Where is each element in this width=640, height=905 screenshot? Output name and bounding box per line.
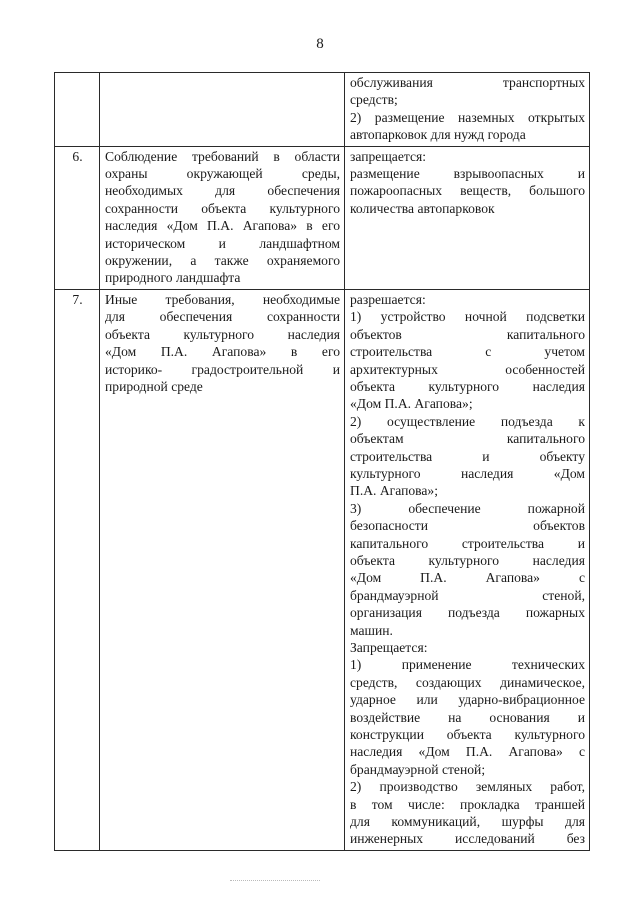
cell-text-line: средств, создающих динамическое, [350, 674, 585, 690]
cell-text-line: 2) размещение наземных открытых [350, 109, 585, 125]
cell-text-line: для обеспечения сохранности [105, 309, 340, 325]
requirement-cell [100, 73, 345, 147]
cell-text-line: 1) применение технических [350, 657, 585, 673]
table-row [55, 73, 590, 147]
cell-text-line: наследия «Дом П.А. Агапова» с [350, 744, 585, 760]
cell-text-line: брандмауэрной стеной, [350, 587, 585, 603]
regime-cell [345, 73, 590, 147]
table-row [55, 146, 590, 289]
page-number: 8 [316, 36, 324, 52]
cell-text-line: охраны окружающей среды, [105, 166, 340, 182]
cell-text-line: наследия «Дом П.А. Агапова» в его [105, 218, 340, 234]
cell-text-line: конструкции объекта культурного [350, 727, 585, 743]
cell-text-line: автопарковок для нужд города [350, 127, 526, 143]
cell-text-line: историко- градостроительной и [105, 361, 340, 377]
cell-text-line: природной среде [105, 378, 203, 394]
cell-text-line: П.А. Агапова»; [350, 483, 438, 499]
cell-text-line: окружении, а также охраняемого [105, 253, 340, 269]
cell-text-line: воздействие на основания и [350, 709, 585, 725]
footer-divider [230, 880, 320, 881]
cell-text-line: количества автопарковок [350, 200, 495, 216]
cell-text-line: объекта культурного наследия [350, 552, 585, 568]
cell-text-line: для коммуникаций, шурфы для [350, 814, 585, 830]
row-number-cell: 6. [55, 146, 100, 289]
cell-text-line: объекта культурного наследия [105, 326, 340, 342]
cell-text-line: Запрещается: [350, 640, 428, 655]
cell-text-line: запрещается: [350, 148, 427, 164]
cell-text-line: машин. [350, 622, 393, 638]
cell-text-line: брандмауэрной стеной; [350, 761, 486, 777]
cell-text-line: «Дом П.А. Агапова» в его [105, 344, 340, 360]
requirement-cell [100, 289, 345, 850]
cell-text-line: 1) устройство ночной подсветки [350, 309, 585, 325]
cell-text-line: строительства и объекту [350, 448, 585, 464]
cell-text-line: историческом и ландшафтном [105, 235, 340, 251]
cell-text-line: разрешается: [350, 291, 426, 307]
cell-text-line: объекта культурного наследия [350, 378, 585, 394]
cell-text-line: инженерных исследований без [350, 831, 585, 847]
cell-text-line: Иные требования, необходимые [105, 291, 340, 307]
cell-text-line: безопасности объектов [350, 518, 585, 534]
cell-text-line: строительства с учетом [350, 344, 585, 360]
cell-text-line: средств; [350, 92, 398, 108]
cell-text-line: природного ландшафта [105, 270, 241, 286]
cell-text-line: 3) обеспечение пожарной [350, 500, 585, 516]
cell-text-line: пожароопасных веществ, большого [350, 183, 585, 199]
cell-text-line: архитектурных особенностей [350, 361, 585, 377]
cell-text-line: необходимых для обеспечения [105, 183, 340, 199]
cell-text-line: капитального строительства и [350, 535, 585, 551]
cell-text-line: культурного наследия «Дом [350, 465, 585, 481]
requirement-cell [100, 146, 345, 289]
cell-text-line: объектам капитального [350, 431, 585, 447]
cell-text-line: организация подъезда пожарных [350, 605, 585, 621]
cell-text-line: размещение взрывоопасных и [350, 166, 585, 182]
cell-text-line: обслуживания транспортных [350, 75, 585, 90]
cell-text-line: 2) осуществление подъезда к [350, 413, 585, 429]
cell-text-line: в том числе: прокладка траншей [350, 796, 585, 812]
cell-text-line: «Дом П.А. Агапова»; [350, 396, 473, 412]
cell-text-line: «Дом П.А. Агапова» с [350, 570, 585, 586]
cell-text-line: сохранности объекта культурного [105, 200, 340, 216]
regime-cell [345, 146, 590, 289]
cell-text-line: ударное или ударно-вибрационное [350, 692, 585, 708]
cell-text-line: Соблюдение требований в области [105, 148, 340, 164]
cell-text-line: объектов капитального [350, 326, 585, 342]
row-number-cell: 7. [55, 289, 100, 850]
table-row [55, 289, 590, 850]
regime-cell [345, 289, 590, 850]
cell-text-line: 2) производство земляных работ, [350, 779, 585, 795]
regulations-table [54, 72, 590, 851]
row-number-cell [55, 73, 100, 147]
regulations-table-body [55, 73, 590, 851]
